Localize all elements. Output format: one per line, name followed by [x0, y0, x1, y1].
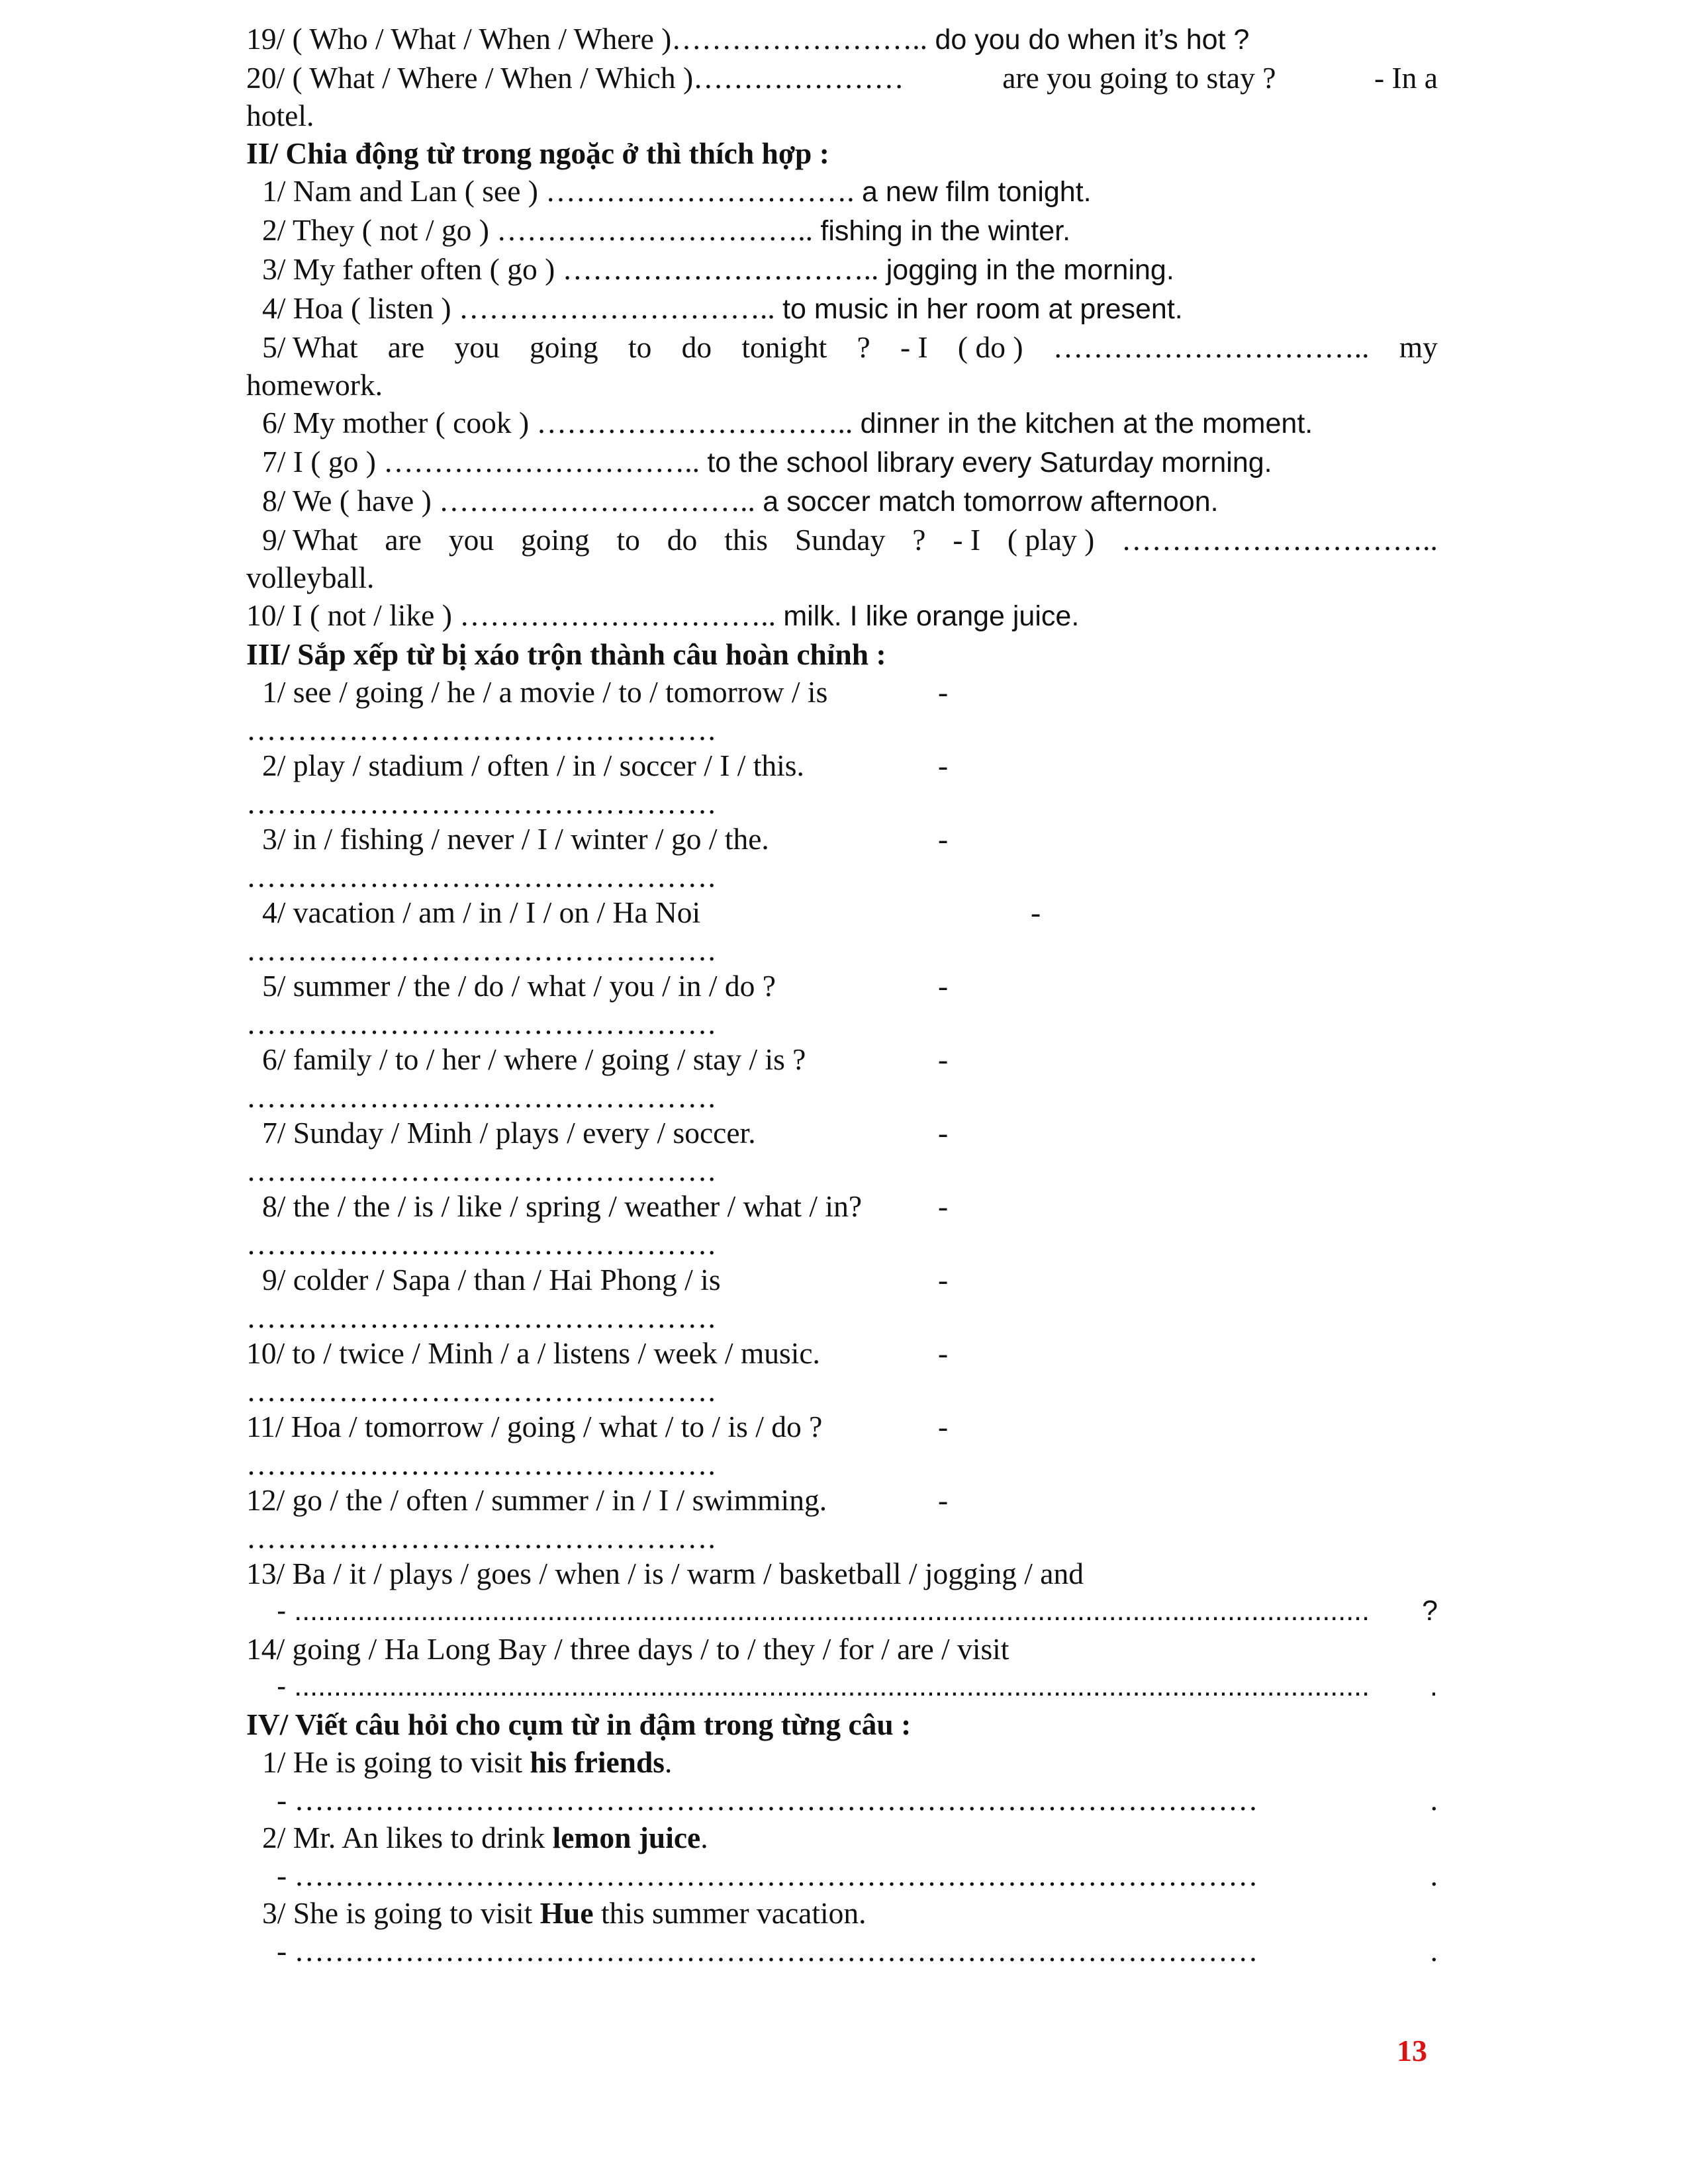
exercise-3-11	[246, 1408, 1438, 1481]
exercise-3-5	[246, 967, 1438, 1040]
scrambled-sentence: 5/ summer / the / do / what / you / in / do ?	[262, 969, 776, 1003]
exercise-2-10-tail: milk. I like orange juice.	[783, 600, 1080, 632]
word: - I	[953, 523, 980, 557]
exercise-2-2-tail: fishing in the winter.	[820, 215, 1071, 247]
exercise-2-3-tail: jogging in the morning.	[886, 254, 1174, 286]
exercise-2-3-prompt: 3/ My father often ( go ) …………………………..	[262, 252, 879, 286]
word: ( do )	[957, 330, 1023, 364]
sentence-end: this summer vacation.	[593, 1896, 867, 1930]
scrambled-sentence: 8/ the / the / is / like / spring / weather / what / in?	[262, 1189, 863, 1223]
exercise-3-10	[246, 1334, 1438, 1408]
exercise-2-1-prompt: 1/ Nam and Lan ( see ) ………………………….	[262, 174, 855, 208]
exercise-3-6	[246, 1040, 1438, 1114]
exercise-2-2	[246, 211, 1438, 250]
worksheet-page	[246, 20, 1438, 1970]
bold-phrase: Hue	[539, 1896, 594, 1930]
section-3-heading: III/ Sắp xếp từ bị xáo trộn thành câu hoàn chỉnh :	[246, 637, 886, 671]
answer-line: - ........................................................................................................................................	[277, 1670, 1370, 1702]
exercise-2-6-prompt: 6/ My mother ( cook ) …………………………..	[262, 406, 853, 439]
exercise-2-9-line2: volleyball.	[246, 561, 375, 594]
exercise-2-2-prompt: 2/ They ( not / go ) …………………………..	[262, 213, 814, 247]
answer-dash: -	[938, 1483, 949, 1517]
word: Sunday	[794, 523, 886, 557]
exercise-2-6	[246, 404, 1438, 443]
exercise-2-1	[246, 172, 1438, 211]
exercise-20-prompt: 20/ ( What / Where / When / Which )…………………	[246, 61, 904, 95]
scrambled-sentence: 7/ Sunday / Minh / plays / every / soccer.	[262, 1116, 756, 1150]
word: 5/ What	[262, 330, 358, 364]
answer-line: ……………………………………….	[246, 933, 716, 967]
answer-line: ……………………………………….	[246, 1521, 716, 1555]
scrambled-sentence: 1/ see / going / he / a movie / to / tomorrow / is	[262, 675, 828, 709]
word: ?	[857, 330, 870, 364]
exercise-19	[246, 20, 1438, 59]
exercise-4-3-answer	[246, 1932, 1438, 1970]
exercise-2-8-prompt: 8/ We ( have ) …………………………..	[262, 484, 755, 518]
answer-line: ……………………………………….	[246, 1447, 716, 1481]
answer-dash: -	[938, 1116, 949, 1150]
exercise-2-4-tail: to music in her room at present.	[782, 293, 1183, 325]
word: going	[520, 523, 590, 557]
exercise-20-tail: are you going to stay ?	[1002, 61, 1276, 95]
answer-line: ……………………………………….	[246, 786, 716, 820]
word: to	[616, 523, 640, 557]
exercise-3-7	[246, 1114, 1438, 1187]
answer-line: - ……………………………………………………………………………………	[277, 1934, 1258, 1968]
word: my	[1399, 330, 1438, 364]
word: going	[530, 330, 598, 364]
answer-dash: -	[1031, 895, 1041, 929]
answer-dash: -	[938, 1189, 949, 1223]
answer-line: ……………………………………….	[246, 1374, 716, 1408]
page-number: 13	[1397, 2034, 1427, 2068]
word: are	[385, 523, 422, 557]
answer-blank: …………………………..	[1121, 523, 1438, 557]
exercise-2-5-line2: homework.	[246, 368, 383, 402]
exercise-2-7	[246, 443, 1438, 482]
exercise-20-line2: hotel.	[246, 99, 314, 132]
answer-dash: -	[938, 1336, 949, 1370]
exercise-3-13-answer	[246, 1592, 1438, 1630]
exercise-3-8	[246, 1187, 1438, 1261]
exercise-2-8-tail: a soccer match tomorrow afternoon.	[763, 486, 1219, 518]
answer-line: - ........................................................................................................................................	[277, 1595, 1370, 1627]
word: 9/ What	[262, 523, 358, 557]
answer-line: ……………………………………….	[246, 1227, 716, 1261]
word: this	[724, 523, 768, 557]
exercise-2-7-tail: to the school library every Saturday morning.	[707, 447, 1272, 478]
exercise-19-prompt: 19/ ( Who / What / When / Where )……………………..	[246, 22, 928, 56]
answer-dash: -	[938, 1263, 949, 1297]
answer-line: - ……………………………………………………………………………………	[277, 1783, 1258, 1817]
bold-phrase: his friends	[530, 1745, 665, 1779]
scrambled-sentence: 12/ go / the / often / summer / in / I / swimming.	[246, 1483, 827, 1517]
exercise-3-1	[246, 673, 1438, 747]
answer-end-mark: .	[1430, 1783, 1438, 1817]
scrambled-sentence: 2/ play / stadium / often / in / soccer / I / this.	[262, 749, 804, 782]
exercise-4-1	[246, 1743, 1438, 1781]
answer-dash: -	[938, 675, 949, 709]
word: you	[448, 523, 494, 557]
exercise-2-10	[246, 596, 1438, 635]
sentence-end: .	[665, 1745, 673, 1779]
exercise-2-4-prompt: 4/ Hoa ( listen ) …………………………..	[262, 291, 775, 325]
exercise-3-14-answer	[246, 1668, 1438, 1706]
answer-line: ……………………………………….	[246, 1080, 716, 1114]
answer-end-mark: .	[1430, 1934, 1438, 1968]
exercise-3-4	[246, 893, 1438, 967]
word: ?	[912, 523, 926, 557]
exercise-3-3	[246, 820, 1438, 893]
word: ( play )	[1007, 523, 1095, 557]
word: to	[628, 330, 652, 364]
exercise-4-2	[246, 1819, 1438, 1856]
scrambled-sentence: 11/ Hoa / tomorrow / going / what / to / is / do ?	[246, 1410, 823, 1443]
sentence-start: 2/ Mr. An likes to drink	[262, 1821, 553, 1854]
word: do	[681, 330, 712, 364]
word: - I	[900, 330, 928, 364]
exercise-3-12	[246, 1481, 1438, 1555]
word: are	[387, 330, 425, 364]
exercise-3-13: 13/ Ba / it / plays / goes / when / is / warm / basketball / jogging / and	[246, 1557, 1084, 1590]
scrambled-sentence: 6/ family / to / her / where / going / stay / is ?	[262, 1042, 806, 1076]
answer-dash: -	[938, 822, 949, 856]
exercise-2-10-prompt: 10/ I ( not / like ) …………………………..	[246, 598, 776, 632]
exercise-2-9	[246, 521, 1438, 559]
word: you	[454, 330, 500, 364]
exercise-2-6-tail: dinner in the kitchen at the moment.	[860, 408, 1313, 439]
scrambled-sentence: 4/ vacation / am / in / I / on / Ha Noi	[262, 895, 701, 929]
exercise-2-7-prompt: 7/ I ( go ) …………………………..	[262, 445, 700, 478]
exercise-4-2-answer	[246, 1856, 1438, 1894]
exercise-3-9	[246, 1261, 1438, 1334]
section-2-heading: II/ Chia động từ trong ngoặc ở thì thích hợp :	[246, 136, 829, 170]
word: do	[667, 523, 698, 557]
scrambled-sentence: 10/ to / twice / Minh / a / listens / week / music.	[246, 1336, 820, 1370]
bold-phrase: lemon juice	[552, 1821, 701, 1854]
answer-dash: -	[938, 1410, 949, 1443]
exercise-2-3	[246, 250, 1438, 289]
scrambled-sentence: 3/ in / fishing / never / I / winter / go / the.	[262, 822, 769, 856]
answer-dash: -	[938, 1042, 949, 1076]
exercise-2-4	[246, 289, 1438, 328]
exercise-19-tail: do you do when it’s hot ?	[935, 24, 1250, 56]
exercise-2-8	[246, 482, 1438, 521]
exercise-20-answer-start: - In a	[1374, 61, 1438, 95]
section-4-heading: IV/ Viết câu hỏi cho cụm từ in đậm trong từng câu :	[246, 1707, 912, 1741]
answer-line: - ……………………………………………………………………………………	[277, 1858, 1258, 1892]
answer-line: ……………………………………….	[246, 713, 716, 747]
answer-end-mark: ?	[1422, 1595, 1438, 1627]
exercise-20	[246, 59, 1438, 97]
exercise-3-2	[246, 747, 1438, 820]
answer-dash: -	[938, 749, 949, 782]
exercise-2-1-tail: a new film tonight.	[862, 176, 1092, 208]
sentence-start: 3/ She is going to visit	[262, 1896, 540, 1930]
answer-end-mark: .	[1430, 1858, 1438, 1892]
answer-dash: -	[938, 969, 949, 1003]
scrambled-sentence: 9/ colder / Sapa / than / Hai Phong / is	[262, 1263, 721, 1297]
sentence-end: .	[700, 1821, 708, 1854]
exercise-2-5	[246, 328, 1438, 366]
answer-line: ……………………………………….	[246, 1154, 716, 1187]
exercise-4-1-answer	[246, 1781, 1438, 1819]
answer-line: ……………………………………….	[246, 1007, 716, 1040]
answer-line: ……………………………………….	[246, 860, 716, 893]
exercise-3-14: 14/ going / Ha Long Bay / three days / to / they / for / are / visit	[246, 1632, 1009, 1666]
answer-line: ……………………………………….	[246, 1300, 716, 1334]
sentence-start: 1/ He is going to visit	[262, 1745, 530, 1779]
exercise-4-3	[246, 1894, 1438, 1932]
answer-end-mark: .	[1430, 1670, 1438, 1702]
word: tonight	[741, 330, 827, 364]
answer-blank: …………………………..	[1053, 330, 1370, 364]
